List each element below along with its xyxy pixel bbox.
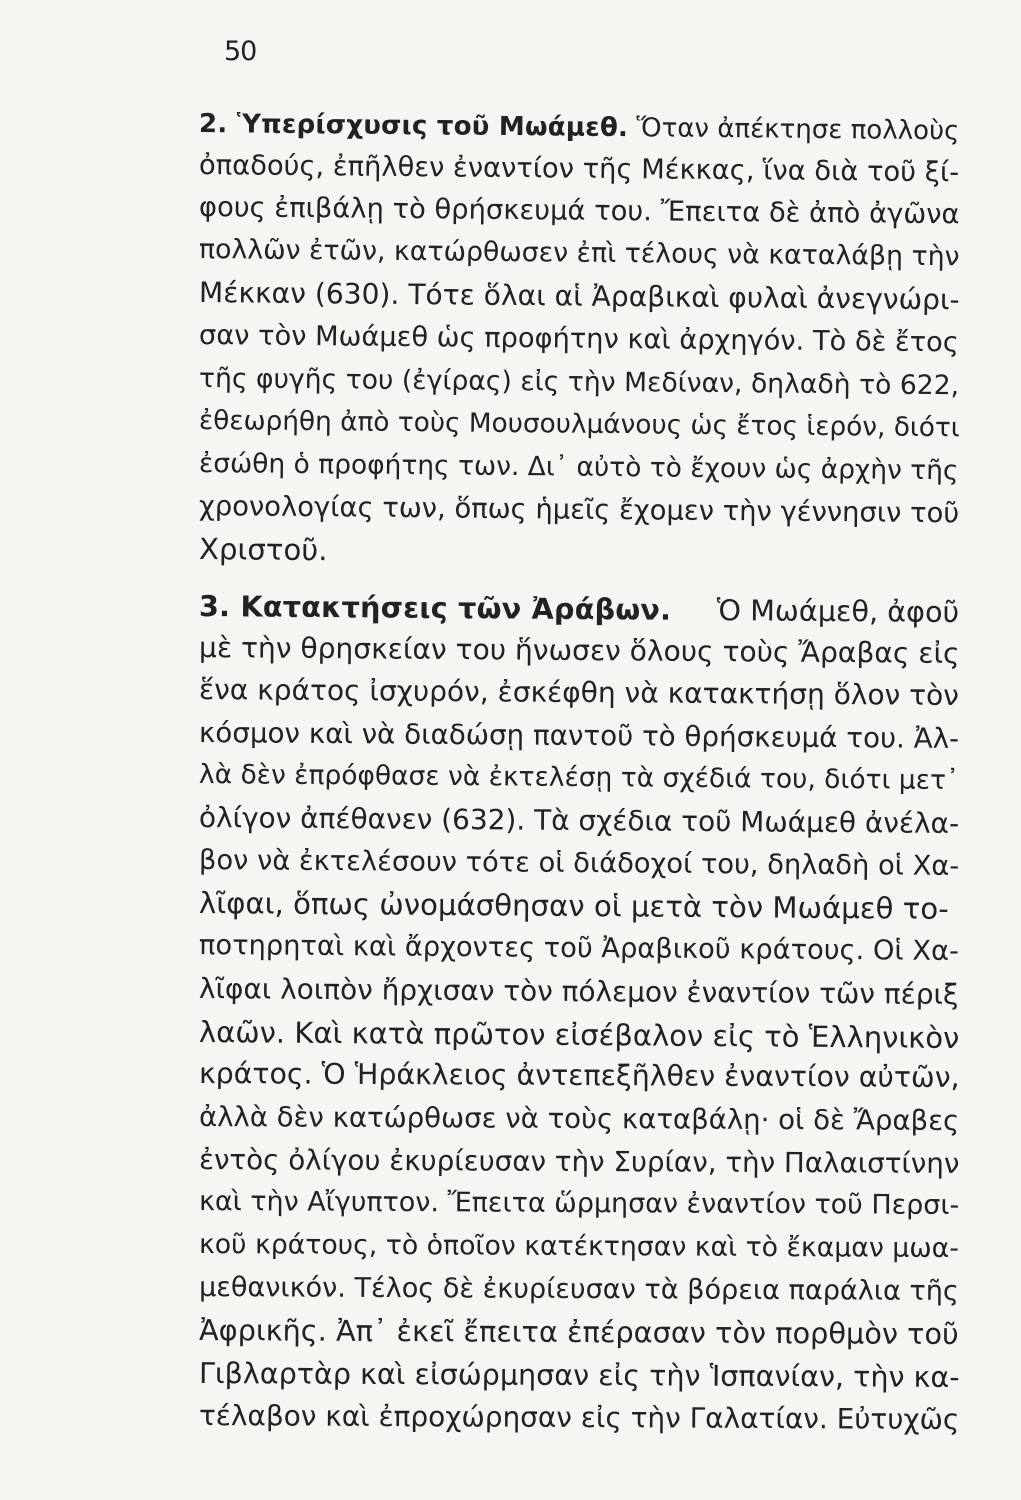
paragraph-line: βον νὰ ἐκτελέσουν τότε οἱ διάδοχοί του, δηλαδὴ οἱ Χα- [198,845,960,882]
paragraph-line: ποτηρηταὶ καὶ ἄρχοντες τοῦ Ἀραβικοῦ κράτους. Οἱ Χα- [198,930,960,967]
paragraph-line: ἐντὸς ὀλίγου ἐκυρίευσαν τὴν Συρίαν, τὴν Παλαιστίνην [198,1143,960,1180]
paragraph-line: φους ἐπιβάλῃ τὸ θρήσκευμά του. Ἔπειτα δὲ ἀπὸ ἀγῶνα [198,192,960,231]
line-text: Ὅταν ἀπέκτησε πολλοὺς [627,113,960,147]
paragraph-line: κόσμον καὶ νὰ διαδώσῃ παντοῦ τὸ θρήσκευμά του. Ἀλ- [198,716,960,755]
paragraph-line [199,585,959,633]
paragraph-line: μὲ τὴν θρησκείαν του ἥνωσεν ὅλους τοὺς Ἄραβας εἰς [198,631,960,670]
paragraph-line: τέλαβον καὶ ἐπροχώρησαν εἰς τὴν Γαλατίαν. Εὐτυχῶς [198,1399,960,1436]
section-heading: 3. Κατακτήσεις τῶν Ἀράβων. [198,589,672,627]
paragraph-line: ἐθεωρήθη ἀπὸ τοὺς Μουσουλμάνους ὡς ἔτος ἱερόν, διότι [198,406,960,444]
section-heading: 2. Ὑπερίσχυσις τοῦ Μωάμεθ. [198,109,629,144]
paragraph-line: χρονολογίας των, ὅπως ἡμεῖς ἔχομεν τὴν γέννησιν τοῦ [198,491,960,530]
paragraph-line: Ἀφρικῆς. Ἀπ᾽ ἐκεῖ ἔπειτα ἐπέρασαν τὸν πορθμὸν τοῦ [198,1313,959,1351]
paragraph-line [199,103,960,152]
paragraph-line: ὀλίγον ἀπέθανεν (632). Τὰ σχέδια τοῦ Μωάμεθ ἀνέλα- [198,801,960,840]
paragraph-line: Χριστοῦ. [198,532,328,568]
paragraph-line: ἀλλὰ δὲν κατώρθωσε νὰ τοὺς καταβάλῃ· οἱ δὲ Ἄραβες [198,1100,960,1137]
paragraph-line: πολλῶν ἐτῶν, κατώρθωσεν ἐπὶ τέλους νὰ καταλάβῃ τὴν [198,234,960,273]
paragraph-line: Μέκκαν (630). Τότε ὅλαι αἱ Ἀραβικαὶ φυλαὶ ἀνεγνώρι- [198,276,960,317]
paragraph-line: λὰ δὲν ἐπρόφθασε νὰ ἐκτελέσῃ τὰ σχέδιά του, διότι μετ᾽ [198,759,960,796]
paragraph-line: σαν τὸν Μωάμεθ ὡς προφήτην καὶ ἀρχηγόν. Τὸ δὲ ἔτος [198,320,959,359]
line-text: Ὁ Μωάμεθ, ἀφοῦ [671,592,960,629]
paragraph-line: Γιβλαρτὰρ καὶ εἰσώρμησαν εἰς τὴν Ἱσπανίαν, τὴν κα- [198,1356,960,1394]
paragraph-line: μεθανικόν. Τέλος δὲ ἐκυρίευσαν τὰ βόρεια παράλια τῆς [198,1272,959,1307]
paragraph-line: ἕνα κράτος ἰσχυρόν, ἐσκέφθη νὰ κατακτήσῃ ὅλον τὸν [198,673,960,712]
paragraph-line: λῖφαι λοιπὸν ἤρχισαν τὸν πόλεμον ἐναντίον τῶν πέριξ [198,972,959,1011]
paragraph-line: καὶ τὴν Αἴγυπτον. Ἔπειτα ὥρμησαν ἐναντίον τοῦ Περσι- [198,1186,960,1221]
paragraph-line: τῆς φυγῆς του (ἐγίρας) εἰς τὴν Μεδίναν, δηλαδὴ τὸ 622, [198,363,960,402]
paragraph-line: κοῦ κράτους, τὸ ὁποῖον κατέκτησαν καὶ τὸ ἔκαμαν μωα- [198,1229,959,1264]
paragraph-line: λῖφαι, ὅπως ὠνομάσθησαν οἱ μετὰ τὸν Μωάμεθ το- [198,886,949,926]
paragraph-line: ἐσώθη ὁ προφήτης των. Δι᾽ αὐτὸ τὸ ἔχουν ὡς ἀρχὴν τῆς [198,448,959,487]
page-number: 50 [224,36,257,67]
paragraph-line: κράτος. Ὁ Ἡράκλειος ἀντεπεξῆλθεν ἐναντίον αὐτῶν, [198,1057,960,1094]
paragraph-line: ὀπαδούς, ἐπῆλθεν ἐναντίον τῆς Μέκκας, ἵνα διὰ τοῦ ξί- [198,150,960,189]
paragraph-line: λαῶν. Καὶ κατὰ πρῶτον εἰσέβαλον εἰς τὸ Ἑλληνικὸν [198,1015,960,1055]
